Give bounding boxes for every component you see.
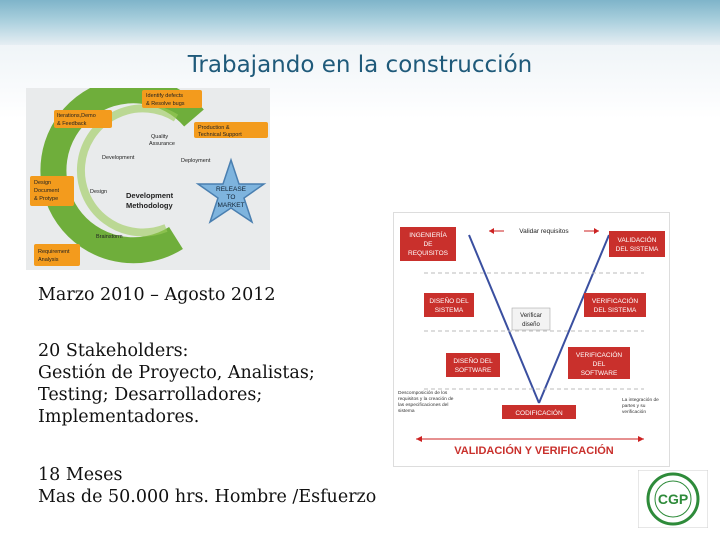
v-model-footer: VALIDACIÓN Y VERIFICACIÓN <box>454 445 614 457</box>
cgp-logo <box>638 470 708 528</box>
slide-title: Trabajando en la construcción <box>187 52 533 78</box>
validacion-sistema-l1: VALIDACIÓN <box>617 237 657 244</box>
brainstorm-label: Brainstorm <box>96 234 123 240</box>
release-l3: MARKET <box>217 202 245 209</box>
center-l2: Methodology <box>126 201 173 210</box>
identify-l1: Identify defects <box>146 93 183 99</box>
ingenieria-l1: INGENIERÍA <box>409 232 447 239</box>
decomp-l3: las especificaciones del <box>398 403 449 408</box>
design-doc-l1: Design <box>34 180 52 186</box>
design-doc-l2: Document <box>34 188 60 194</box>
ingenieria-l2: DE <box>423 241 433 248</box>
decomp-l1: Descomposición de los <box>398 391 448 396</box>
verificacion-sistema-l1: VERIFICACIÓN <box>591 298 639 305</box>
production-l2: Technical Support <box>198 132 242 138</box>
effort-text: 18 Meses Mas de 50.000 hrs. Hombre /Esfuerzo <box>38 465 377 507</box>
quality-l1: Quality <box>151 134 169 140</box>
verificacion-software-l1: VERIFICACIÓN <box>575 352 623 359</box>
release-l2: TO <box>226 194 236 201</box>
v-model-image <box>393 212 670 467</box>
verificar-l2: diseño <box>522 322 540 328</box>
stakeholders-text: 20 Stakeholders: Gestión de Proyecto, Analistas; Testing; Desarrolladores; Implementadores. <box>38 341 315 427</box>
verificacion-software-l2: DEL <box>592 361 606 368</box>
deployment-label: Deployment <box>181 158 211 164</box>
validacion-sistema-box <box>609 231 665 257</box>
codificacion-label: CODIFICACIÓN <box>515 410 563 417</box>
validar-label: Validar requisitos <box>519 228 569 235</box>
diseno-sistema-l1: DISEÑO DEL <box>429 298 469 305</box>
production-l1: Production & <box>198 125 230 131</box>
integ-l2: partes y su <box>622 404 646 409</box>
verificar-l1: Verificar <box>520 313 542 319</box>
date-range: Marzo 2010 – Agosto 2012 <box>38 285 276 305</box>
ingenieria-l3: REQUISITOS <box>408 250 448 257</box>
decomp-l4: sistema <box>398 409 415 414</box>
logo-initials: CGP <box>657 491 689 507</box>
design-doc-l3: & Protype <box>34 196 59 202</box>
diseno-sistema-l2: SISTEMA <box>434 307 464 314</box>
integ-l1: La integración de <box>622 398 659 403</box>
requirement-l1: Requirement <box>38 249 70 255</box>
development-methodology-image <box>26 88 270 270</box>
center-l1: Development <box>126 191 174 200</box>
iterations-l2: & Feedback <box>57 121 87 127</box>
iterations-l1: Iterations,Demo <box>57 113 96 119</box>
integ-l3: verificación <box>622 410 646 415</box>
box-identify <box>142 90 202 108</box>
development-label: Development <box>102 155 135 161</box>
header-band <box>0 0 720 45</box>
validacion-sistema-l2: DEL SISTEMA <box>615 246 659 253</box>
diseno-software-l1: DISEÑO DEL <box>453 358 493 365</box>
verificacion-software-l3: SOFTWARE <box>580 370 618 377</box>
quality-l2: Assurance <box>149 141 175 147</box>
decomp-l2: requisitos y la creación de <box>398 397 454 402</box>
verificacion-sistema-l2: DEL SISTEMA <box>593 307 637 314</box>
release-l1: RELEASE <box>216 186 246 193</box>
identify-l2: & Resolve bugs <box>146 101 185 107</box>
requirement-l2: Analysis <box>38 257 59 263</box>
diseno-software-l2: SOFTWARE <box>454 367 492 374</box>
design-label: Design <box>90 189 108 195</box>
